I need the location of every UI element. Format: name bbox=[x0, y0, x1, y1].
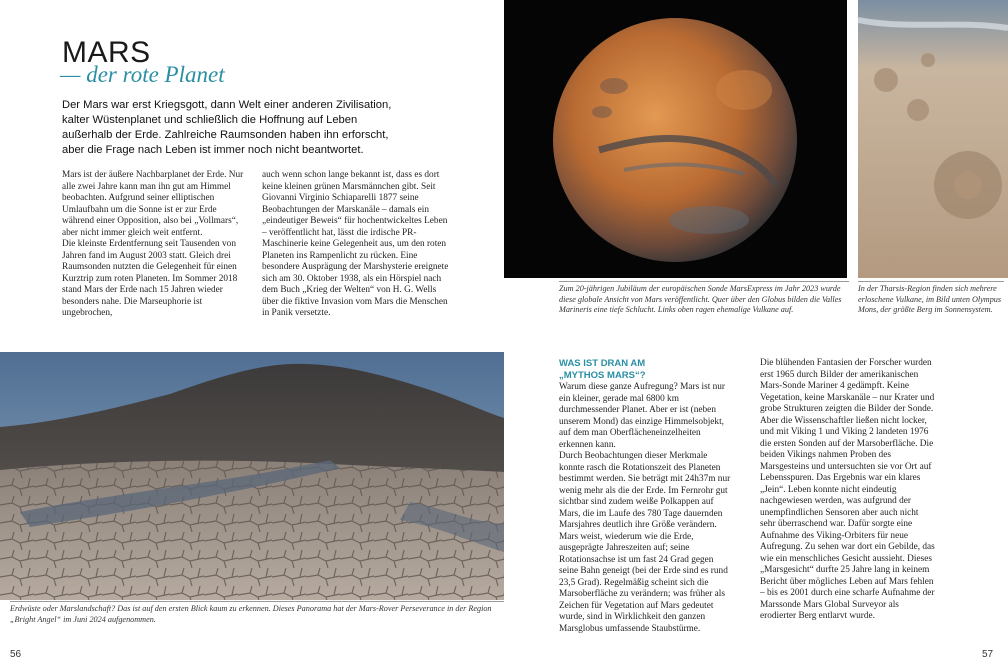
body-column-2 bbox=[262, 170, 452, 320]
page-number-right: 57 bbox=[982, 649, 994, 660]
article-title: MARS bbox=[62, 36, 151, 69]
body-column-4 bbox=[760, 358, 936, 623]
mars-panorama-photo bbox=[0, 352, 504, 600]
body-column-3 bbox=[559, 358, 731, 635]
body-paragraph: Durch Beobachtungen dieser Merkmale konnte rasch die Rotationszeit des Planeten bestimmt werden. Sie beträgt mit 24h37m nur wenig mehr als die der Erde. Im Fernrohr gut sichtbar sind zudem weiße Polkappen auf Mars, die im Laufe des 780 Tage dauernden Marsjahres deutlich ihre Größe verändern. Mars weist, wiederum wie die Erde, ausgeprägte Jahreszeiten auf; seine Rotationsachse ist um fast 24 Grad gegen seine Bahn geneigt (bei der Erde sind es rund 23,5 Grad). Regelmäßig scheint sich die Marsoberfläche zu verändern; was früher als Zeichen für Vegetation auf Mars gedeutet wurde, sind in Wirklichkeit den ganzen Marsglobus umfassende Staubstürme. bbox=[559, 451, 731, 634]
section-heading-line-2: „MYTHOS MARS“? bbox=[559, 370, 646, 381]
tharsis-region-photo bbox=[858, 0, 1008, 278]
body-paragraph: Die kleinste Erdentfernung seit Tausenden von Jahren fand im August 2003 statt. Gleich drei Raumsonden nutzten die Gelegenheit für einen Kurztrip zum roten Planeten. Im Sommer 2018 stand Mars der Erde nach 15 Jahren wieder besonders nahe. Die Marseuphorie ist ungebrochen, bbox=[62, 239, 238, 318]
body-paragraph: Warum diese ganze Aufregung? Mars ist nur ein kleiner, gerade mal 6800 km durchmessender Planet. Aber er ist (neben unserem Mond) das einzige Himmelsobjekt, auf dem man Oberflächeneinzelheiten erkennen kann. bbox=[559, 382, 726, 450]
page-number-left: 56 bbox=[10, 649, 22, 660]
body-paragraph: Mars ist der äußere Nachbarplanet der Erde. Nur alle zwei Jahre kann man ihn gut am Himmel beobachten. Aufgrund seiner elliptischen Umlaufbahn um die Sonne ist er zur Erde während einer Opposition, also bei „Vollmars“, aber nicht immer gleich weit entfernt. bbox=[62, 170, 244, 238]
article-subtitle: — der rote Planet bbox=[60, 62, 225, 87]
tharsis-caption: In der Tharsis-Region finden sich mehrere erloschene Vulkane, im Bild unten Olympus Mons, der größte Berg im Sonnensystem. bbox=[858, 284, 1002, 314]
body-column-1 bbox=[62, 170, 250, 320]
mars-globe-photo bbox=[504, 0, 847, 278]
panorama-caption: Erdwüste oder Marslandschaft? Das ist auf den ersten Blick kaum zu erkennen. Dieses Panorama hat der Mars-Rover Perseverance in der Region „Bright Angel“ im Juni 2024 aufgenommen. bbox=[10, 604, 492, 624]
body-paragraph: Die blühenden Fantasien der Forscher wurden erst 1965 durch Bilder der amerikanischen Mars-Sonde Mariner 4 gedämpft. Keine Vegetation, keine Marskanäle – nur Krater und grobe Strukturen zeigten die Bilder der Sonde. Aber die Wissenschaftler ließen nicht locker, und mit Viking 1 und Viking 2 landeten 1976 die ersten Sonden auf der Marsoberfläche. Die beiden Vikings nahmen Proben des Marsgesteins und untersuchten sie vor Ort auf Lebensspuren. Das Ergebnis war ein klares „Jein“. Leben konnte nicht eindeutig nachgewiesen werden, was aufgrund der unempfindlichen Sensoren aber auch nicht sehr überraschend war. Dafür sorgte eine Aufnahme des Viking-Orbiters für neue Aufregung. Zu sehen war dort ein Gebilde, das wie ein menschliches Gesicht aussieht. Dieses „Marsgesicht“ durfte 25 Jahre lang in keinem Bericht über mögliches Leben auf Mars fehlen – bis es 2001 durch eine scharfe Aufnahme der Marssonde Mars Global Surveyor als erodierter Berg entlarvt wurde. bbox=[760, 358, 935, 621]
caption-rule bbox=[10, 601, 504, 602]
body-paragraph: auch wenn schon lange bekannt ist, dass es dort keine kleinen grünen Marsmännchen gibt. Seit Giovanni Virginio Schiaparelli 1877 seine Beobachtungen der Marskanäle – damals ein „eindeutiger Beweis“ für hochentwickeltes Leben – veröffentlicht hat, lässt die irdische PR-Maschinerie keine Gelegenheit aus, um den roten Planeten ins Rampenlicht zu rücken. Eine besondere Ausprägung der Marshysterie ereignete sich am 30. Oktober 1938, als ein Hörspiel nach dem Buch „Krieg der Welten“ von H. G. Wells über die fiktive Invasion vom Mars die Menschen in Panik versetzte. bbox=[262, 170, 449, 318]
intro-paragraph: Der Mars war erst Kriegsgott, dann Welt einer anderen Zivilisation, kalter Wüstenplanet und schließlich die Hoffnung auf Leben außerhalb der Erde. Zahlreiche Raumsonden haben ihn erforscht, aber die Frage nach Leben ist immer noch nicht beantwortet. bbox=[62, 99, 392, 156]
caption-rule bbox=[858, 281, 1004, 282]
caption-rule bbox=[559, 281, 849, 282]
section-heading-line-1: WAS IST DRAN AM bbox=[559, 358, 646, 369]
mars-globe-caption: Zum 20-jährigen Jubiläum der europäischen Sonde MarsExpress im Jahr 2023 wurde diese globale Ansicht von Mars veröffentlicht. Quer über den Globus bilden die Valles Marineris eine tiefe Schlucht. Links oben ragen ehemalige Vulkane auf. bbox=[559, 284, 842, 314]
